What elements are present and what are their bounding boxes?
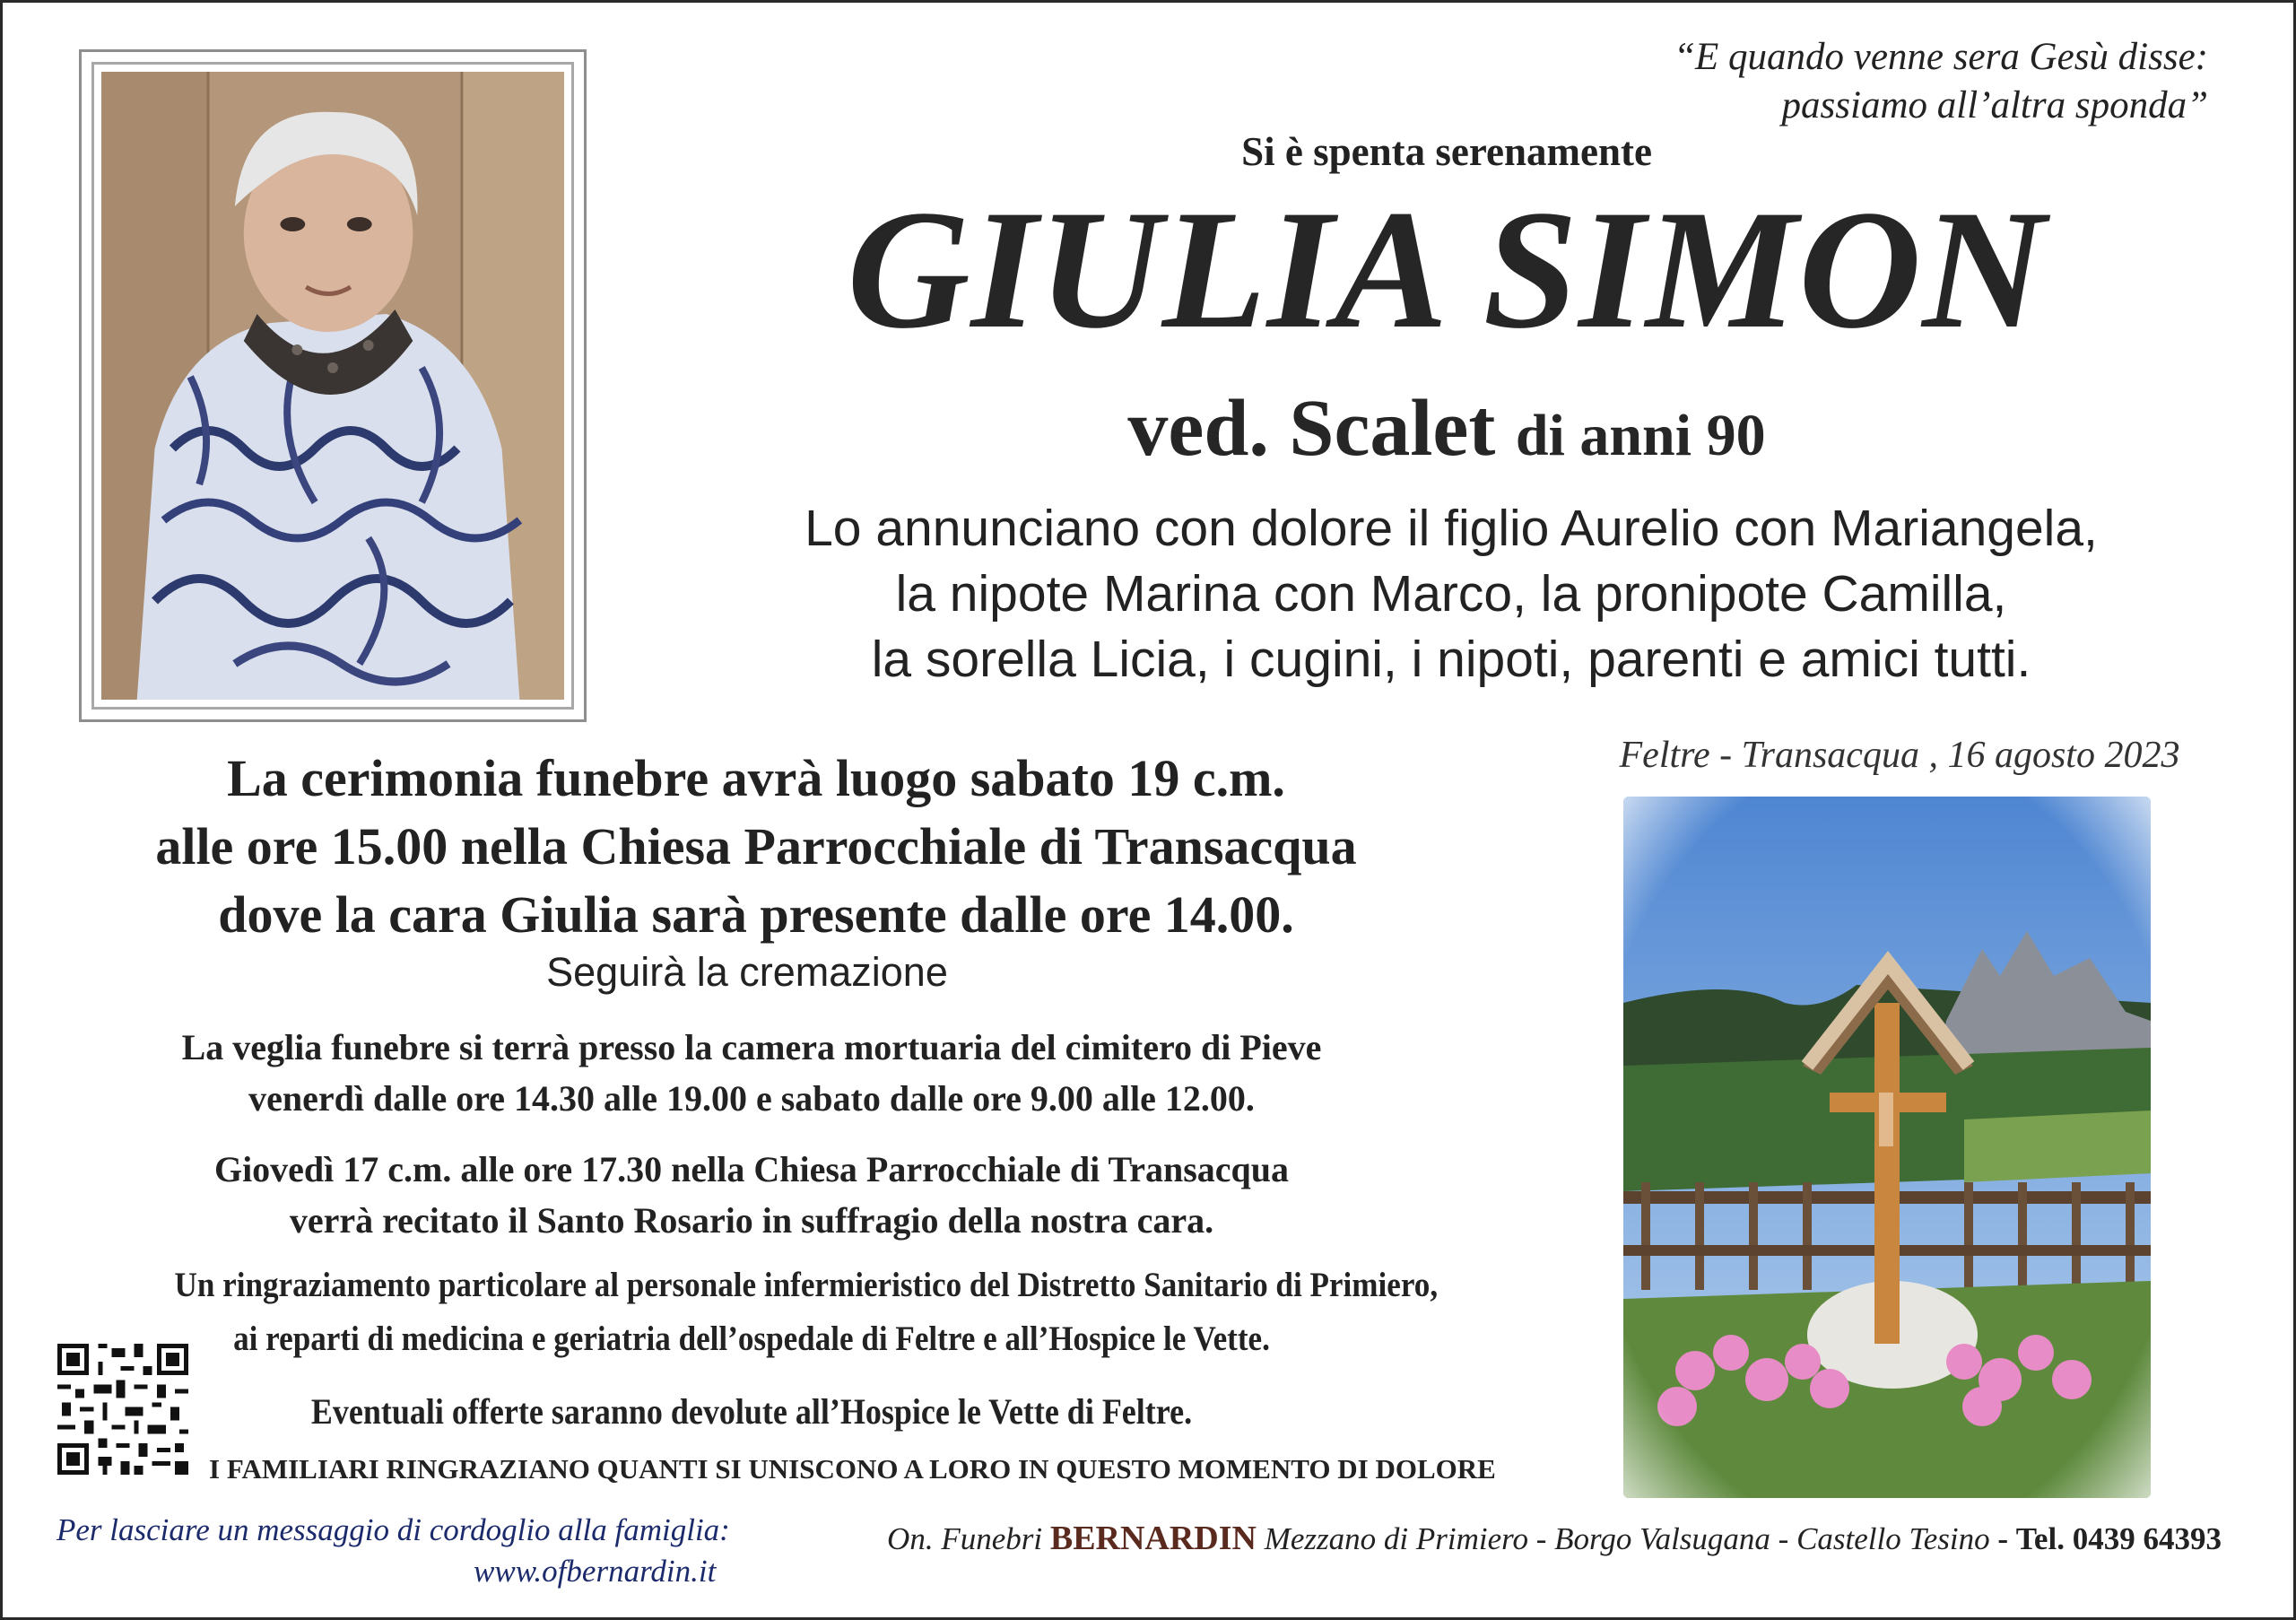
vigil-line-1: La veglia funebre si terrà presso la camera mortuaria del cimitero di Pieve [181,1027,1322,1067]
thanks-line-1: Un ringraziamento particolare al personale infermieristico del Distretto Sanitario di Primiero, [174,1266,1439,1304]
ceremony-line-1: La cerimonia funebre avrà luogo sabato 19 c.m. [227,749,1285,807]
quote-line-1: “E quando venne sera Gesù disse: [1674,36,2208,78]
wayside-cross-image [1623,797,2151,1498]
condolence-block [57,1510,774,1592]
religious-quote [1580,33,2208,130]
qr-code[interactable] [57,1344,188,1475]
cremation-note: Seguirà la cremazione [546,949,948,995]
vigil-details [110,1022,1393,1124]
announcement-line-3: la sorella Licia, i cugini, i nipoti, parenti e amici tutti. [871,631,2031,688]
portrait-frame [79,49,587,722]
families-thanks: I FAMILIARI RINGRAZIANO QUANTI SI UNISCONO A LORO IN QUESTO MOMENTO DI DOLORE [209,1453,1496,1485]
portrait-photo [101,72,564,700]
landscape-photo [1623,797,2151,1498]
portrait-image [101,72,564,700]
announcement-line-1: Lo annunciano con dolore il figlio Aurelio con Mariangela, [804,500,2098,557]
condolence-text: Per lasciare un messaggio di cordoglio alla famiglia: [57,1512,730,1547]
announcement-line-2: la nipote Marina con Marco, la pronipote Camilla, [895,565,2007,623]
rosary-line-1: Giovedì 17 c.m. alle ore 17.30 nella Chiesa Parrocchiale di Transacqua [213,1149,1290,1189]
place-date: Feltre - Transacqua , 16 agosto 2023 [1619,735,2180,776]
announcement [693,496,2209,692]
widow-of: ved. Scalet [1127,384,1496,473]
ceremony-line-3: dove la cara Giulia sarà presente dalle ore 14.00. [218,885,1294,944]
offers-note: Eventuali offerte saranno devolute all’Hospice le Vette di Feltre. [310,1391,1193,1432]
footer-phone[interactable]: Tel. 0439 64393 [2015,1521,2222,1556]
qr-code-icon [57,1344,188,1475]
vigil-line-2: venerdì dalle ore 14.30 alle 19.00 e sabato dalle ore 9.00 alle 12.00. [248,1078,1255,1119]
footer-prefix: On. Funebri [887,1521,1043,1556]
age: di anni 90 [1515,403,1766,468]
ceremony-details [119,745,1393,949]
rosary-details [110,1144,1393,1246]
deceased-name: GIULIA SIMON [847,176,2047,364]
ceremony-line-2: alle ore 15.00 nella Chiesa Parrocchiale di Transacqua [155,817,1357,875]
condolence-url-link[interactable]: www.ofbernardin.it [474,1554,717,1589]
thanks-line-2: ai reparti di medicina e geriatria dell’ospedale di Feltre e all’Hospice le Vette. [233,1320,1270,1358]
widow-line [909,379,1985,485]
footer-locations: Mezzano di Primiero - Borgo Valsugana - Castello Tesino [1264,1521,1990,1556]
quote-line-2: passiamo all’altra sponda” [1781,84,2208,126]
thanks-note [174,1259,1439,1366]
footer-separator: - [1997,1521,2009,1556]
intro-text: Si è spenta serenamente [1241,129,1652,174]
funeral-home-name: BERNARDIN [1049,1520,1257,1557]
rosary-line-2: verrà recitato il Santo Rosario in suffragio della nostra cara. [289,1200,1214,1241]
portrait-inner-border [91,62,574,710]
funeral-home-footer [837,1519,2272,1558]
